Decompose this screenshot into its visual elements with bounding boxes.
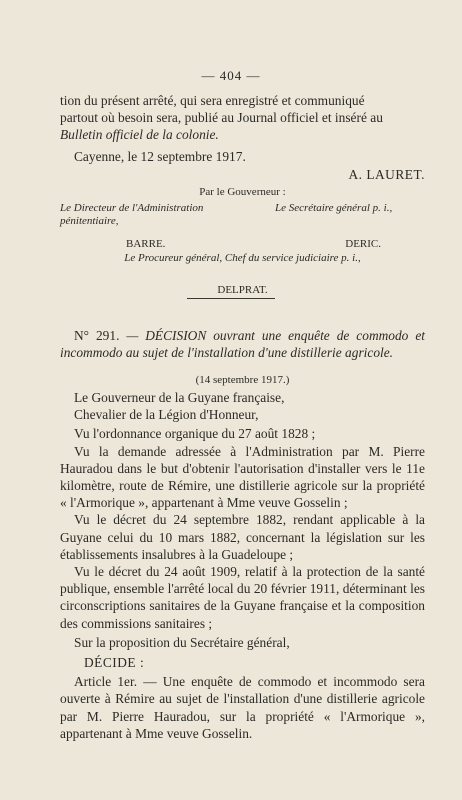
- decision-title: — DÉCISION ouvrant une enquête de commodo et incommodo au sujet de l'installation d'une distillerie agricole.: [60, 328, 425, 361]
- directeur-name: BARRE.: [126, 238, 166, 250]
- intro-paragraph: [60, 92, 425, 165]
- vu-decret-1909: Vu le décret du 24 août 1909, relatif à la protection de la santé publique, ensemble l'arrêté local du 20 février 1911, déterminant les circonscriptions sanitaires de la Guyane française et la composition des commissions sanitaires ;: [60, 564, 425, 631]
- proposition-line: Sur la proposition du Secrétaire général,: [74, 634, 290, 650]
- secretaire-name: DERIC.: [345, 238, 381, 250]
- governor-signature: A. LAURET.: [348, 167, 425, 182]
- article-1: Article 1er. — Une enquête de commodo et incommodo sera ouverte à Rémire au sujet de l'installation d'une distillerie agricole par M. Pierre Hauradou, sur la propriété « l'Armorique », appartenant à Mme veuve Gosselin.: [60, 674, 425, 741]
- intro-line-3: Bulletin officiel de la colonie.: [60, 127, 219, 143]
- procureur-name: DELPRAT.: [217, 284, 268, 296]
- secretaire-title: Le Secrétaire général p. i.,: [275, 202, 393, 214]
- secondary-titles-row: [60, 202, 425, 228]
- decision-body: [60, 389, 425, 742]
- section-divider: [187, 298, 275, 299]
- secondary-names-row: [60, 236, 425, 253]
- intro-line-2: partout où besoin sera, publié au Journal officiel et inséré au: [60, 110, 383, 126]
- intro-line-1: tion du présent arrêté, qui sera enregistré et communiqué: [60, 93, 365, 108]
- vu-demande: Vu la demande adressée à l'Administration par M. Pierre Hauradou dans le but d'obtenir l'autorisation d'installer vers le 11e kilomètre, route de Rémire, une distillerie agricole sur la propriété « l'Armorique », appartenant à Mme veuve Gosselin ;: [60, 443, 425, 511]
- directeur-title: Le Directeur de l'Administration pénitentiaire,: [60, 202, 204, 227]
- intro-date: Cayenne, le 12 septembre 1917.: [74, 148, 246, 164]
- decision-header: [60, 327, 425, 361]
- procureur-title: Le Procureur général, Chef du service judiciaire p. i.,: [124, 252, 361, 264]
- decision-number: N° 291.: [74, 328, 120, 343]
- chevalier-line: Chevalier de la Légion d'Honneur,: [74, 407, 259, 423]
- vu-decret-1882: Vu le décret du 24 septembre 1882, rendant applicable à la Guyane celui du 10 mars 1882, concernant la législation sur les établissements insalubres à la Guadeloupe ;: [60, 512, 425, 562]
- par-le-gouverneur: Par le Gouverneur :: [199, 186, 286, 198]
- decision-date: (14 septembre 1917.): [195, 374, 290, 386]
- gouverneur-line: Le Gouverneur de la Guyane française,: [74, 390, 285, 405]
- page-number: — 404 —: [201, 68, 261, 83]
- vu-ordonnance: Vu l'ordonnance organique du 27 août 1828 ;: [74, 426, 316, 442]
- decide-line: DÉCIDE :: [84, 655, 145, 671]
